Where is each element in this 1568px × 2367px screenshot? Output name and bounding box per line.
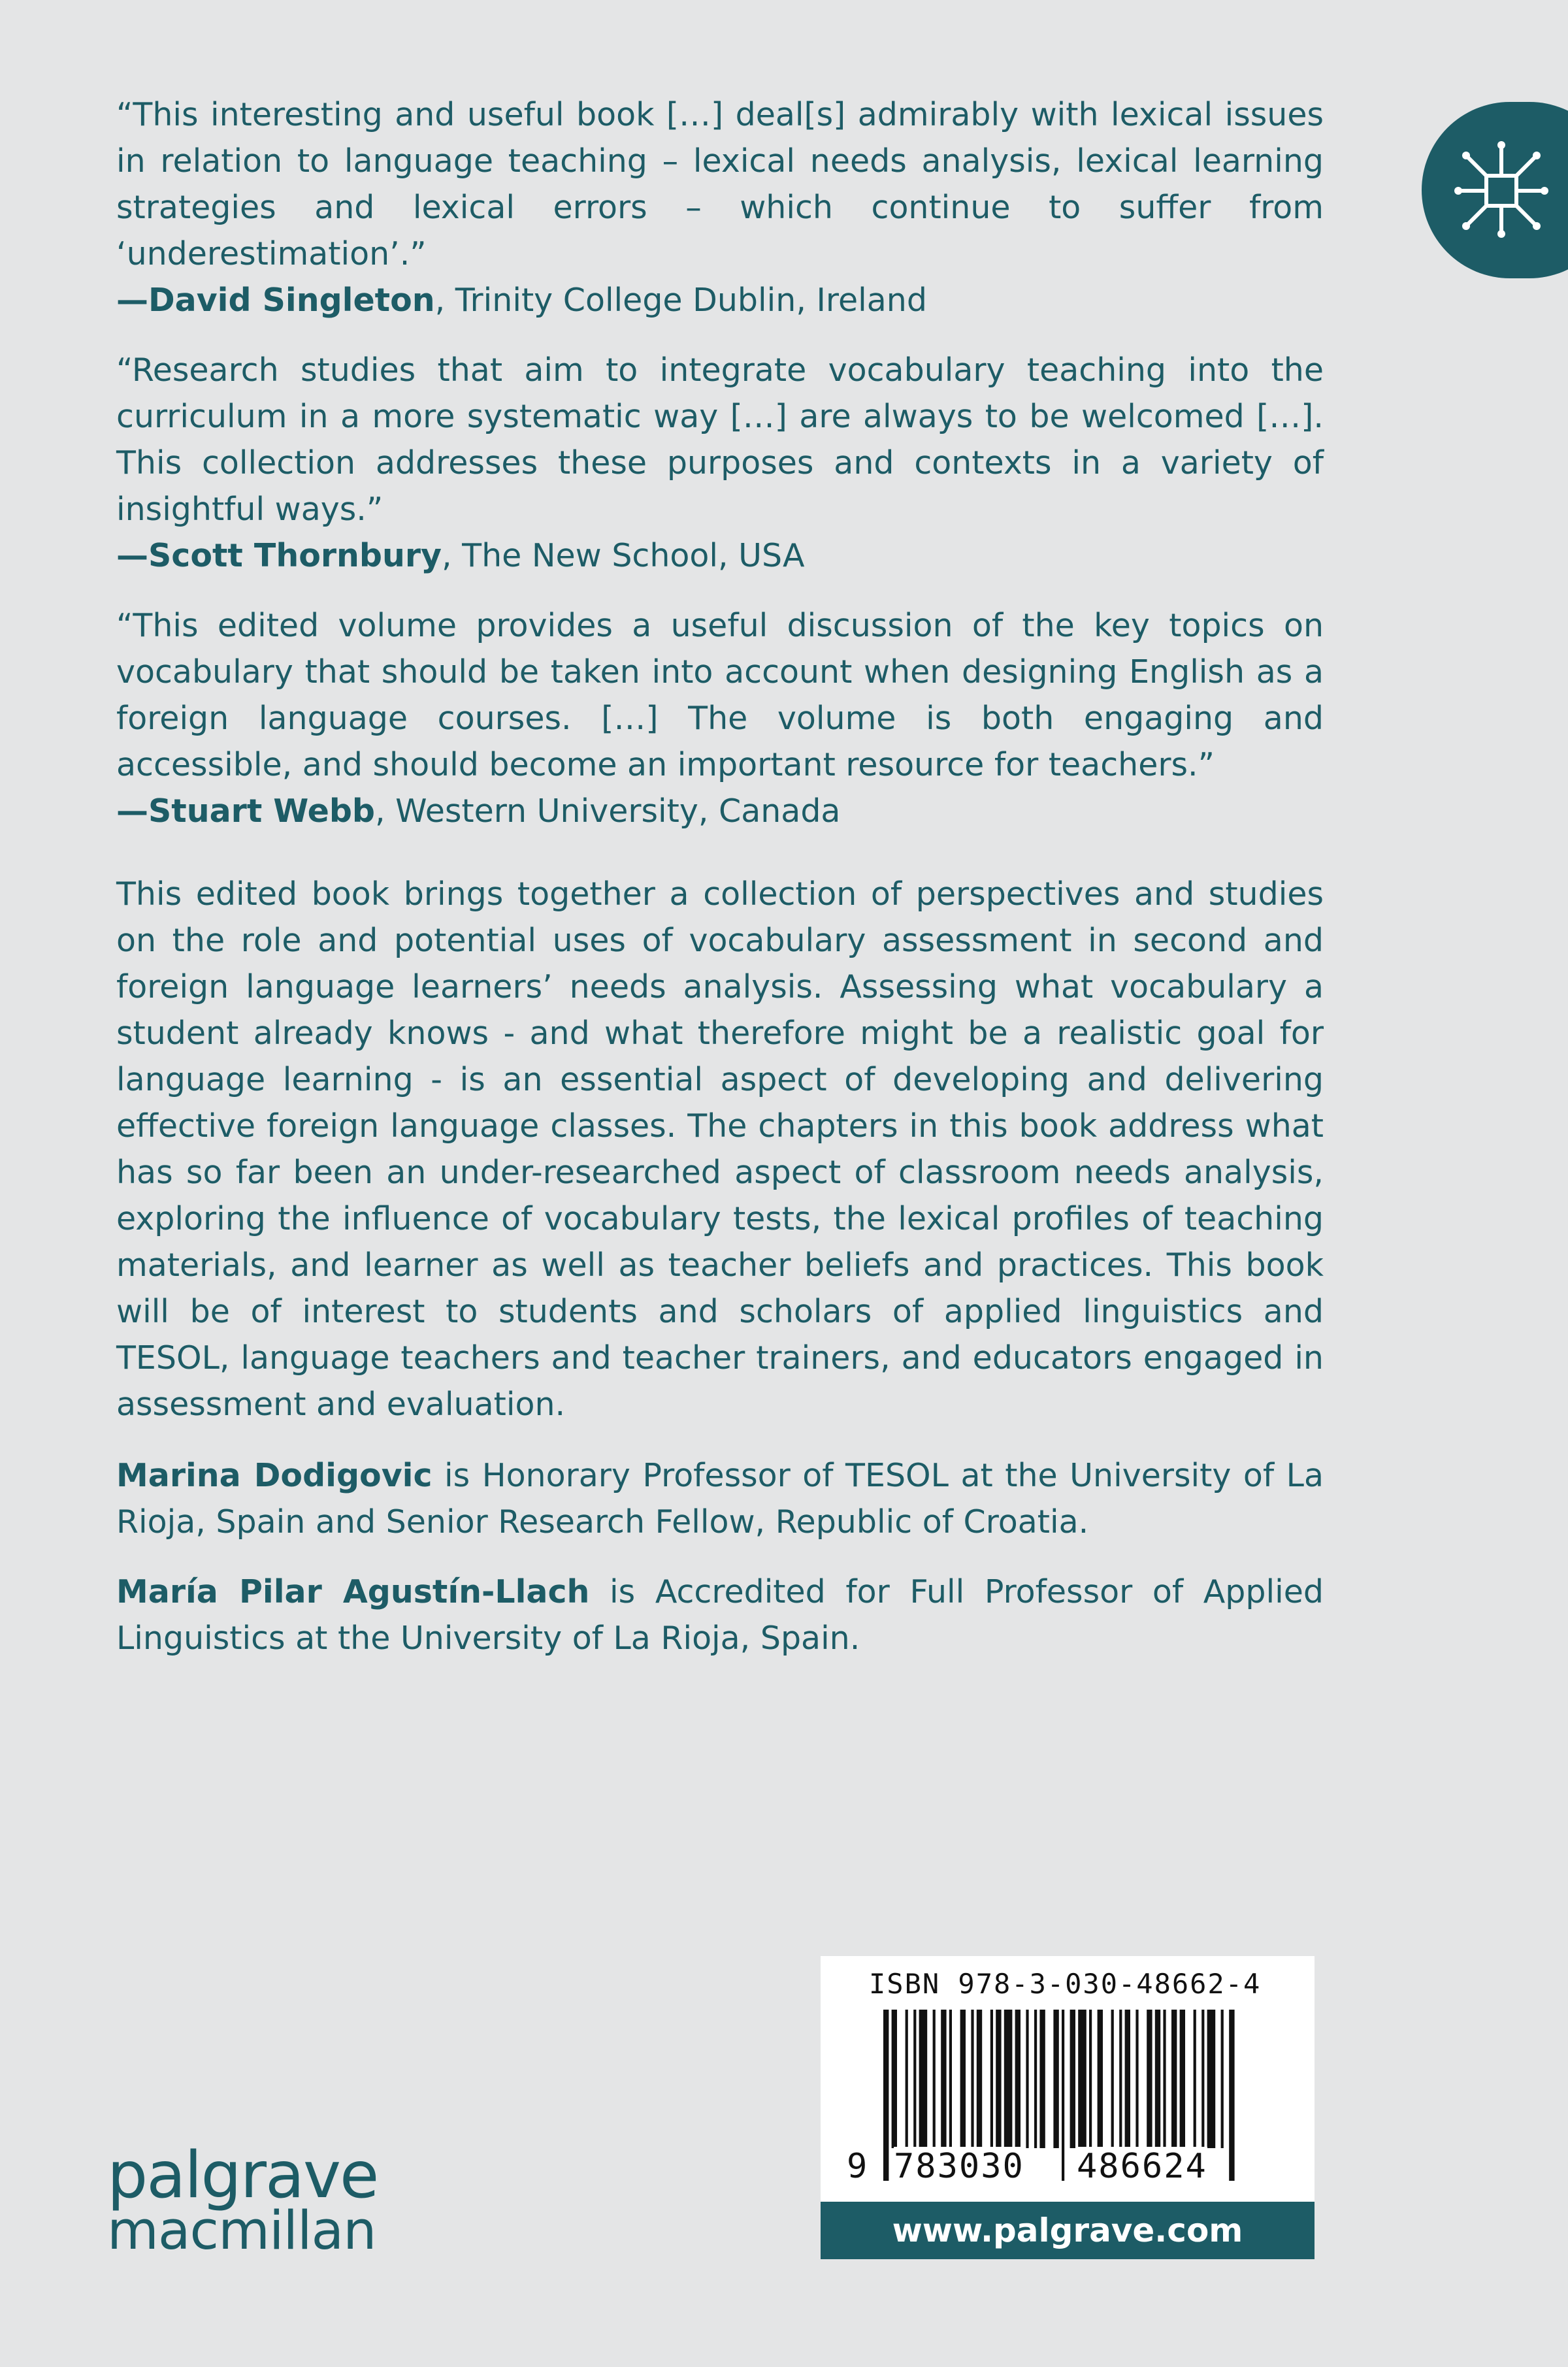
isbn-label: ISBN 978-3-030-48662-4 — [869, 1968, 1262, 2000]
endorsement-quote: “This interesting and useful book […] deal[s] admirably with lexical issues in relation to language teaching – lexical needs analysis, lexical learning strategies and lexical errors – which continue to suffer from ‘underestimation’.” — [116, 96, 1324, 272]
barcode-bar — [1062, 2010, 1064, 2181]
barcode-bar — [1201, 2010, 1204, 2148]
barcode-bar — [1135, 2010, 1138, 2148]
barcode-bar — [1039, 2010, 1045, 2148]
barcode-digit-first: 9 — [847, 2147, 868, 2186]
author-bio — [116, 1452, 1324, 1545]
barcode-bar — [1229, 2010, 1234, 2181]
endorser-name: Scott Thornbury — [148, 537, 442, 574]
barcode-bar — [949, 2010, 952, 2148]
publisher-logo-line2: macmillan — [107, 2200, 376, 2262]
endorser-name: David Singleton — [148, 282, 435, 319]
barcode-bar — [1221, 2010, 1224, 2148]
barcode-bar — [1053, 2010, 1058, 2148]
barcode-bar — [1089, 2010, 1092, 2148]
author-name: Marina Dodigovic — [116, 1457, 433, 1494]
barcode-bar — [1194, 2010, 1196, 2148]
isbn-barcode — [821, 1956, 1315, 2202]
endorsement-attribution — [116, 788, 1324, 834]
barcode-bar — [883, 2010, 889, 2181]
endorsement-quote: “Research studies that aim to integrate vocabulary teaching into the curriculum in a more systematic way […] are always to be welcomed […]. This collection addresses these purposes and contexts in a variety of insightful ways.” — [116, 351, 1324, 528]
cover-text — [116, 91, 1324, 1685]
publisher-logo — [107, 2138, 378, 2262]
barcode-bar — [1111, 2010, 1114, 2148]
barcode-bar — [1180, 2010, 1185, 2148]
barcode-bar — [1207, 2010, 1216, 2148]
barcode-bar — [906, 2010, 908, 2148]
barcode-bar — [919, 2010, 928, 2148]
barcode-bar — [1004, 2010, 1013, 2148]
endorsement-attribution — [116, 532, 1324, 579]
endorser-affiliation: , Trinity College Dublin, Ireland — [434, 282, 927, 319]
barcode-bar — [996, 2010, 1001, 2148]
barcode-digits-left: 783030 — [894, 2147, 1024, 2186]
barcode-bar — [1155, 2010, 1160, 2148]
barcode-bar — [941, 2010, 946, 2148]
barcode-bar — [1026, 2010, 1028, 2148]
barcode-bar — [1015, 2010, 1021, 2148]
publisher-url[interactable]: www.palgrave.com — [821, 2202, 1315, 2259]
endorser-affiliation: , The New School, USA — [442, 537, 805, 574]
barcode-bar — [1070, 2010, 1075, 2148]
barcode-bar — [1163, 2010, 1166, 2148]
barcode-bar — [960, 2010, 966, 2148]
barcode-bar — [913, 2010, 916, 2148]
author-name: María Pilar Agustín-Llach — [116, 1573, 590, 1610]
endorsement-dash: — — [116, 792, 148, 830]
barcode-bar — [1098, 2010, 1103, 2148]
barcode-bar — [977, 2010, 982, 2148]
barcode-digits-right: 486624 — [1077, 2147, 1207, 2186]
barcode-bar — [1119, 2010, 1122, 2148]
publisher-logo-line1: palgrave — [107, 2138, 378, 2213]
endorsement — [116, 91, 1324, 323]
endorser-affiliation: , Western University, Canada — [375, 792, 841, 830]
barcode-bar — [990, 2010, 993, 2148]
endorsement-dash: — — [116, 282, 148, 319]
endorsement-quote: “This edited volume provides a useful discussion of the key topics on vocabulary that should be taken into account when designing English as a foreign language courses. […] The volume is both engaging and accessible, and should become an important resource for teachers.” — [116, 607, 1324, 783]
barcode-bar — [933, 2010, 936, 2148]
book-description: This edited book brings together a collection of perspectives and studies on the role and potential uses of vocabulary assessment in second and foreign language learners’ needs analysis. Assessing what vocabulary a student already knows - and what therefore might be a realistic goal for language learning - is an essential aspect of developing and delivering effective foreign language classes. The chapters in this book address what has so far been an under-researched aspect of classroom needs analysis, exploring the influence of vocabulary tests, the lexical profiles of teaching materials, and learner as well as teacher beliefs and practices. This book will be of interest to students and scholars of applied linguistics and TESOL, language teachers and teacher trainers, and educators engaged in assessment and evaluation. — [116, 875, 1324, 1423]
barcode-bar — [971, 2010, 973, 2148]
endorsement-attribution — [116, 277, 1324, 323]
barcode-bar — [1078, 2010, 1086, 2148]
endorsement — [116, 602, 1324, 834]
author-bio-text: is Accredited for Full Professor of Applied Linguistics at the University of La Rioja, Spain. — [116, 1573, 1324, 1657]
barcode-bar — [1171, 2010, 1177, 2148]
barcode-bar — [1147, 2010, 1152, 2148]
endorser-name: Stuart Webb — [148, 792, 375, 830]
network-node-icon — [1422, 102, 1568, 278]
author-bio-text: is Honorary Professor of TESOL at the University of La Rioja, Spain and Senior Research Fellow, Republic of Croatia. — [116, 1457, 1324, 1541]
endorsement-dash: — — [116, 537, 148, 574]
barcode-bar — [892, 2010, 897, 2148]
barcode-bar — [1034, 2010, 1037, 2148]
author-bio — [116, 1569, 1324, 1661]
barcode-bar — [1125, 2010, 1130, 2148]
endorsement — [116, 347, 1324, 579]
